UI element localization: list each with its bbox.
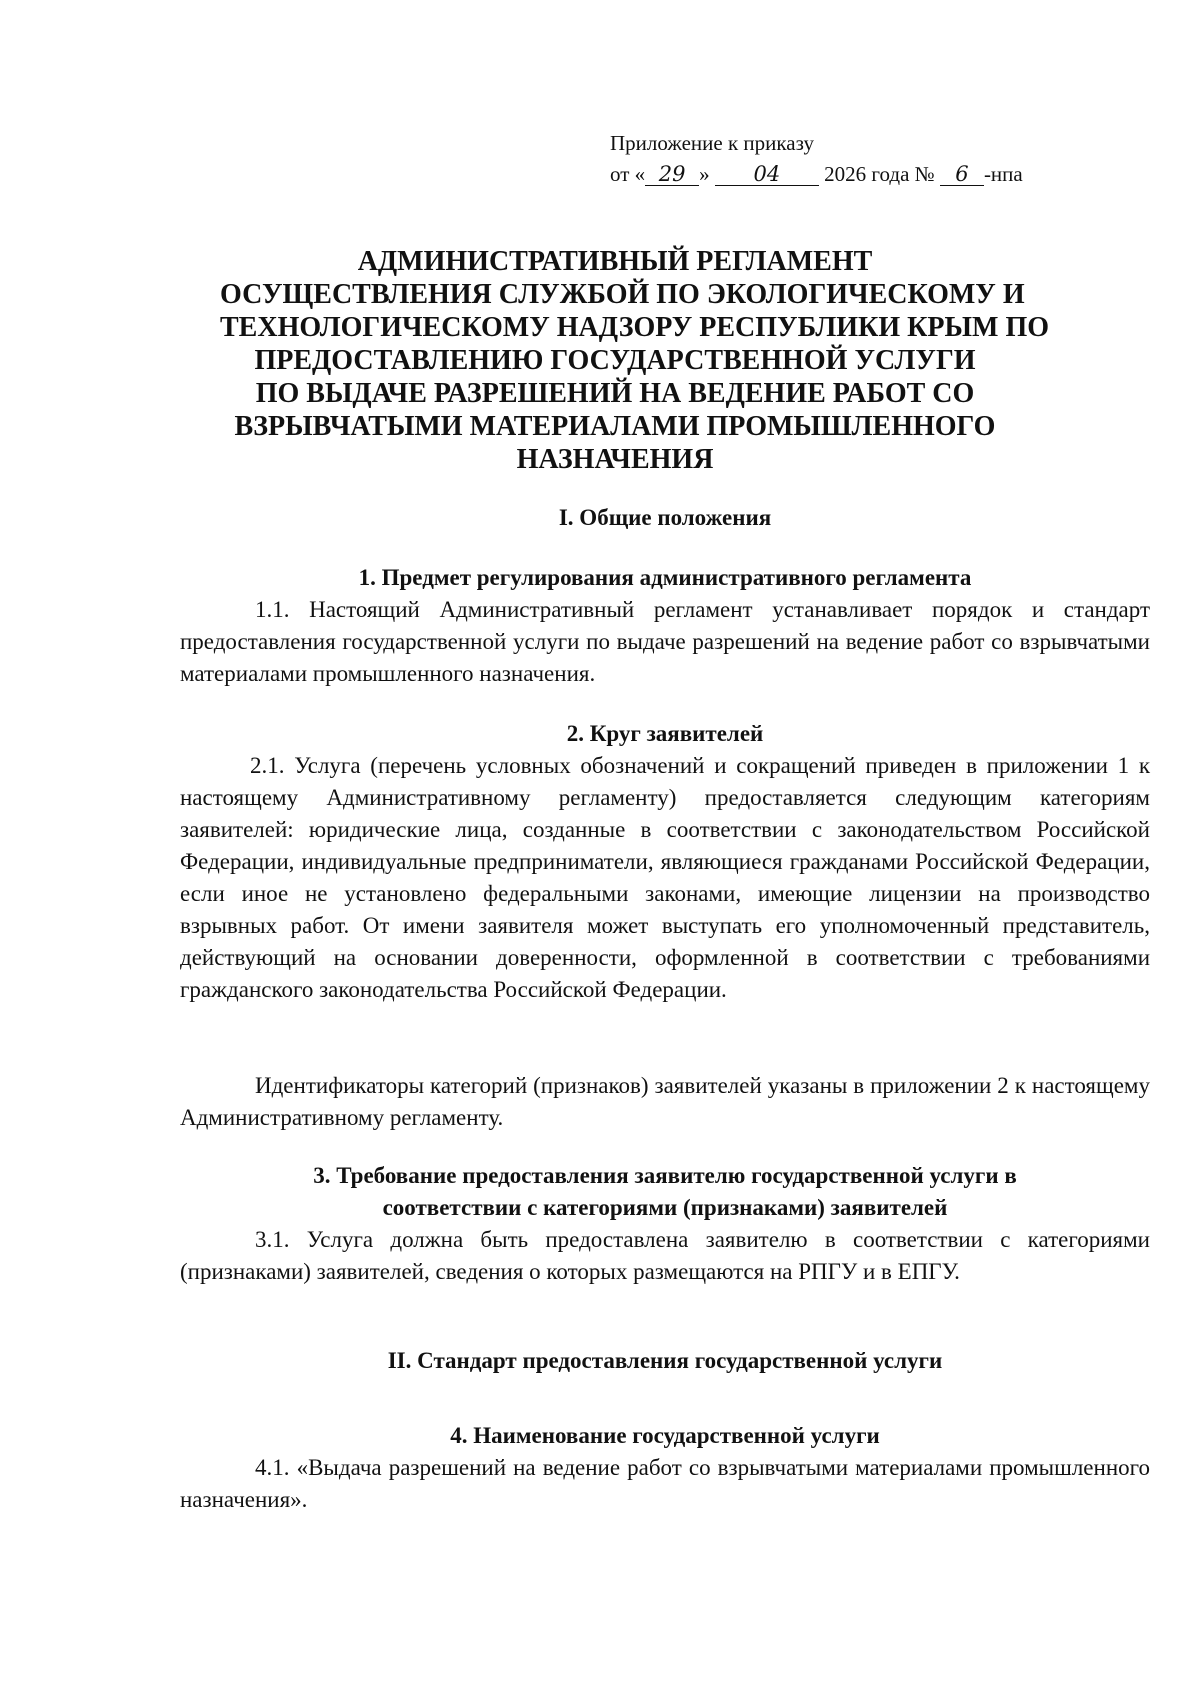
document-title <box>220 245 1050 476</box>
paragraph-3-1: 3.1. Услуга должна быть предоставлена заявителю в соответствии с категориями (признаками) заявителей, сведения о которых размещаются на РПГУ и в ЕПГУ. <box>180 1227 1150 1284</box>
paragraph-2-1: 2.1. Услуга (перечень условных обозначений и сокращений приведен в приложении 1 к настоящему Административному регламенту) предоставляется следующим категориям заявителей: юридические лица, созданные в соответствии с законодательством Российской Федерации, индивидуальные предприниматели, являющиеся гражданами Российской Федерации, если иное не установлено федеральными законами, имеющие лицензии на производство взрывных работ. От имени заявителя может выступать его уполномоченный представитель, действующий на основании доверенности, оформленной в соответствии с требованиями гражданского законодательства Российской Федерации. <box>180 753 1150 1002</box>
order-month-handwritten: 04 <box>715 163 819 186</box>
order-day-handwritten: 29 <box>645 163 699 186</box>
title-line-2: ОСУЩЕСТВЛЕНИЯ СЛУЖБОЙ ПО ЭКОЛОГИЧЕСКОМУ И <box>220 279 1025 310</box>
appendix-order-line <box>610 159 1023 190</box>
paragraph-1-1: 1.1. Настоящий Административный регламент устанавливает порядок и стандарт предоставления государственной услуги по выдаче разрешений на ведение работ со взрывчатыми материалами промышленного назначения. <box>180 597 1150 686</box>
order-number-suffix: -нпа <box>983 162 1023 186</box>
paragraph-4-1: 4.1. «Выдача разрешений на ведение работ со взрывчатыми материалами промышленного назначения». <box>180 1455 1150 1512</box>
order-date-prefix: от « <box>610 162 646 186</box>
title-line-1: АДМИНИСТРАТИВНЫЙ РЕГЛАМЕНТ <box>357 246 873 277</box>
subsection-3-heading-line-2: соответствии с категориями (признаками) заявителей <box>382 1195 948 1220</box>
section-2-heading: II. Стандарт предоставления государственной услуги <box>387 1348 943 1373</box>
appendix-block <box>610 128 1023 190</box>
title-line-7: НАЗНАЧЕНИЯ <box>516 444 714 475</box>
paragraph-2-2: Идентификаторы категорий (признаков) заявителей указаны в приложении 2 к настоящему Административному регламенту. <box>180 1073 1150 1130</box>
order-number-handwritten: 6 <box>940 163 984 186</box>
order-date-quote: » <box>699 162 710 186</box>
section-1-heading: I. Общие положения <box>558 505 772 530</box>
subsection-2-heading: 2. Круг заявителей <box>566 721 764 746</box>
title-line-3: ТЕХНОЛОГИЧЕСКОМУ НАДЗОРУ РЕСПУБЛИКИ КРЫМ ПО <box>220 312 1050 343</box>
title-line-6: ВЗРЫВЧАТЫМИ МАТЕРИАЛАМИ ПРОМЫШЛЕННОГО <box>234 411 996 442</box>
appendix-caption: Приложение к приказу <box>610 131 814 155</box>
title-line-5: ПО ВЫДАЧЕ РАЗРЕШЕНИЙ НА ВЕДЕНИЕ РАБОТ СО <box>255 378 975 409</box>
title-line-4: ПРЕДОСТАВЛЕНИЮ ГОСУДАРСТВЕННОЙ УСЛУГИ <box>254 345 976 376</box>
subsection-1-heading: 1. Предмет регулирования административного регламента <box>358 565 972 590</box>
subsection-4-heading: 4. Наименование государственной услуги <box>450 1423 880 1448</box>
order-year-text: 2026 года № <box>824 162 935 186</box>
subsection-3-heading-line-1: 3. Требование предоставления заявителю государственной услуги в <box>313 1163 1017 1188</box>
